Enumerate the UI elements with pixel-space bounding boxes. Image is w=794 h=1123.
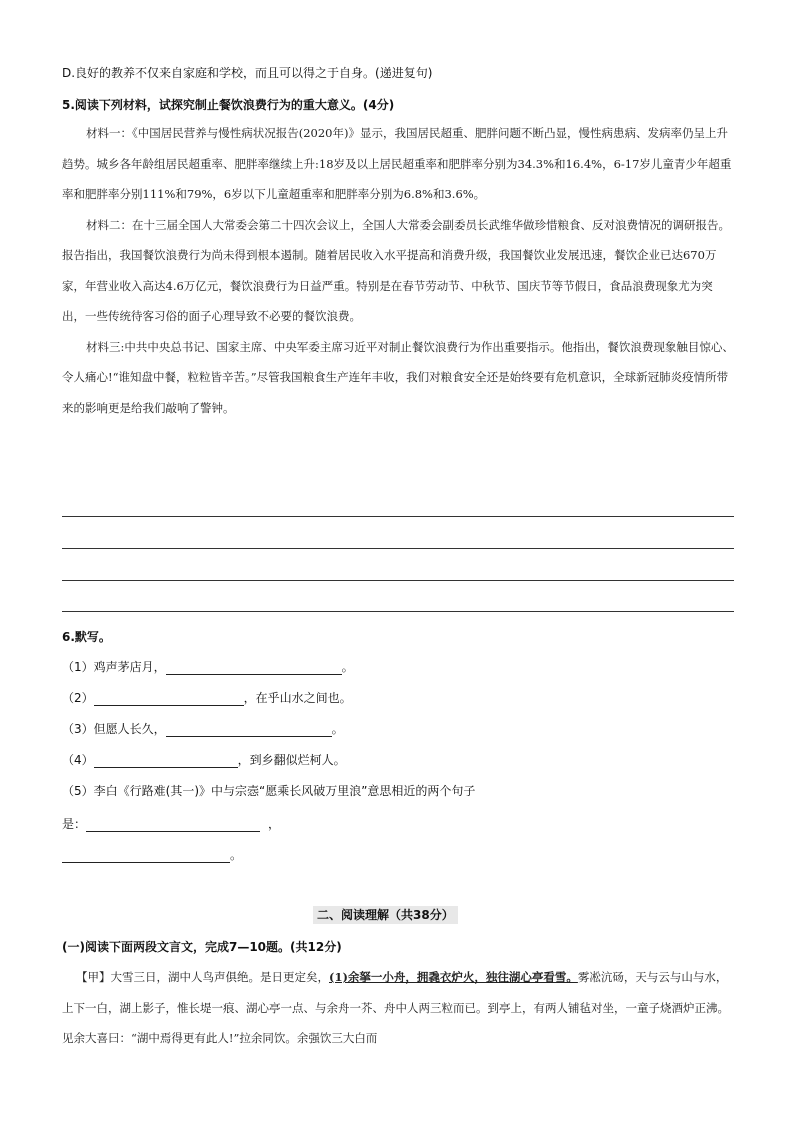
dictation-item-2 [62,689,352,706]
dictation-item-2-prefix: （2） [62,691,94,705]
dictation-item-5-line-2 [62,815,280,832]
dictation-item-3-suffix: 。 [331,722,344,736]
dictation-item-5-line-3 [62,846,242,863]
option-d: D.良好的教养不仅来自家庭和学校，而且可以得之于自身。(递进复句) [62,66,433,80]
dictation-blank-3[interactable] [166,722,332,737]
dictation-item-2-suffix: ，在乎山水之间也。 [243,691,352,705]
passage-jia-part-2: 雾凇沆砀，天与云与山与水，上下一白，湖上影子，惟长堤一痕、湖心亭一点、与余舟一芥、舟中人两三粒而已。到亭上，有两人铺毡对坐，一童子烧酒炉正沸。见余大喜曰：“湖中焉得更有此人!”拉余同饮。余强饮三大白而 [62,970,729,1045]
material-1: 材料一：《中国居民营养与慢性病状况报告(2020年)》显示，我国居民超重、肥胖问题不断凸显，慢性病患病、发病率仍呈上升趋势。城乡各年龄组居民超重率、肥胖率继续上升:18岁及以上居民超重率和肥胖率分别为34.3%和16.4%，6-17岁儿童青少年超重率和肥胖率分别111%和79%，6岁以下儿童超重率和肥胖率分别为6.8%和3.6%。 [62,126,732,201]
question-5-materials [62,118,734,423]
dictation-item-4-prefix: （4） [62,753,94,767]
passage-jia-part-1: 大雪三日，湖中人鸟声俱绝。是日更定矣， [110,970,329,984]
dictation-blank-4[interactable] [94,753,238,768]
section-2-title [313,906,458,923]
dictation-item-3-prefix: （3）但愿人长久， [62,722,166,736]
passage-jia-underlined-sentence: (1)余拏一小舟，拥毳衣炉火，独往湖心亭看雪。 [329,970,578,984]
material-2: 材料二：在十三届全国人大常委会第二十四次会议上，全国人大常委会副委员长武维华做珍惜粮食、反对浪费情况的调研报告。报告指出，我国餐饮浪费行为尚未得到根本遏制。随着居民收入水平提高和消费升级，我国餐饮业发展迅速，餐饮企业已达670万家，年营业收入高达4.6万亿元，餐饮浪费行为日益严重。特别是在春节劳动节、中秋节、国庆节等节假日，食品浪费现象尤为突出，一些传统待客习俗的面子心理导致不必要的餐饮浪费。 [62,217,730,323]
dictation-item-4-suffix: ，到乡翻似烂柯人。 [237,753,346,767]
answer-line-1[interactable] [62,516,734,517]
dictation-item-5: （5）李白《行路难(其一)》中与宗悫“愿乘长风破万里浪”意思相近的两个句子 [62,784,476,798]
passage-jia [62,962,734,1054]
answer-line-4[interactable] [62,611,734,612]
section-2-subtitle: (一)阅读下面两段文言文，完成7—10题。(共12分) [62,940,342,954]
dictation-item-1 [62,658,354,675]
dictation-blank-5a[interactable] [86,817,260,832]
section-2-title-text: 二、阅读理解（共38分） [313,906,458,924]
dictation-item-3 [62,720,344,737]
passage-jia-text [62,962,734,1054]
passage-jia-label: 【甲】 [76,970,111,984]
dictation-item-5-line-2-suffix: ， [268,817,281,831]
dictation-blank-1[interactable] [166,660,342,675]
dictation-blank-5b[interactable] [62,848,230,863]
dictation-blank-2[interactable] [94,691,244,706]
dictation-item-4 [62,751,346,768]
question-5-title: 5.阅读下列材料，试探究制止餐饮浪费行为的重大意义。(4分) [62,98,395,112]
dictation-item-5-line-2-prefix: 是： [62,817,87,831]
dictation-item-5-line-3-suffix: 。 [230,848,243,862]
dictation-item-1-prefix: （1）鸡声茅店月， [62,660,166,674]
question-6-title: 6.默写。 [62,630,111,644]
answer-line-2[interactable] [62,548,734,549]
material-3: 材料三:中共中央总书记、国家主席、中央军委主席习近平对制止餐饮浪费行为作出重要指示。他指出，餐饮浪费现象触目惊心、令人痛心!“谁知盘中餐，粒粒皆辛苦。”尽管我国粮食生产连年丰收，我们对粮食安全还是始终要有危机意识，全球新冠肺炎疫情所带来的影响更是给我们敲响了警钟。 [62,339,734,415]
answer-line-3[interactable] [62,580,734,581]
dictation-item-1-suffix: 。 [341,660,354,674]
